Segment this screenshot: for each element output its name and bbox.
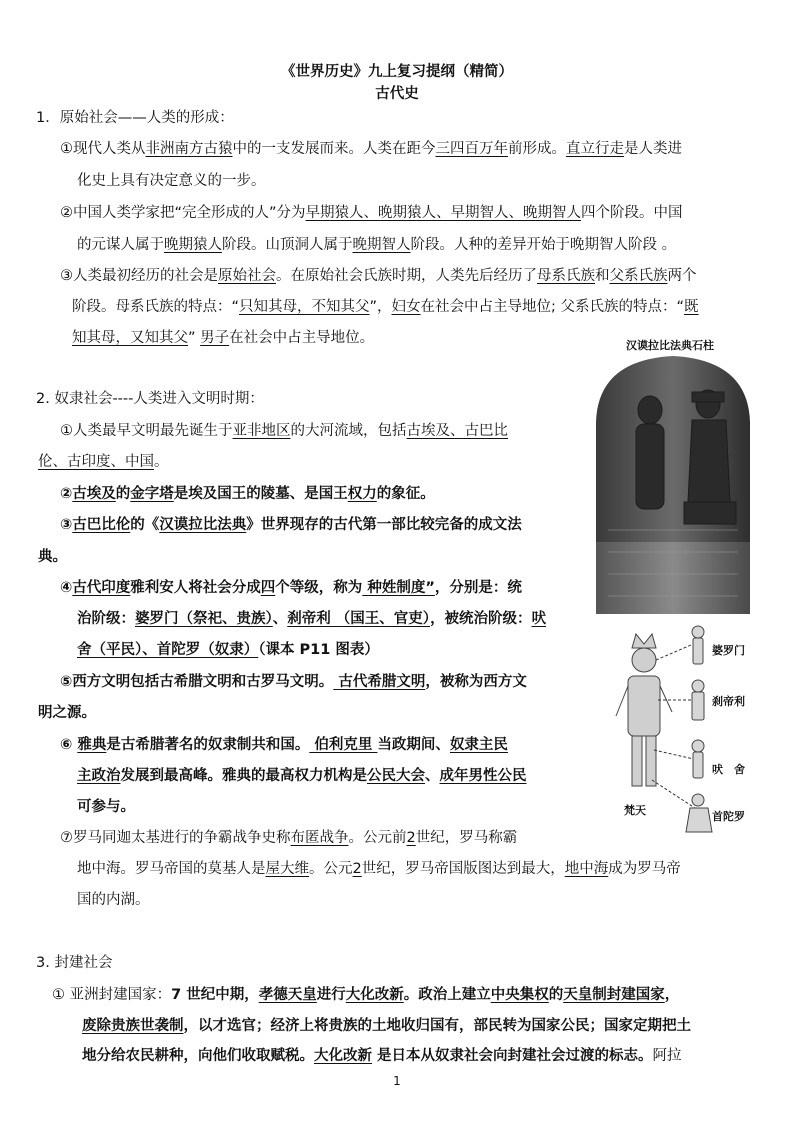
s2-paragraph-1-line-2 bbox=[38, 452, 169, 472]
underlined-term: 吠 bbox=[531, 611, 547, 627]
text: 。政治上建立 bbox=[403, 987, 491, 1003]
text: 是日本从奴隶社会向封建社会过渡的标志。 bbox=[372, 1048, 653, 1064]
underlined-term: 只知其母，不知其父 bbox=[239, 299, 370, 315]
text: ”， bbox=[369, 299, 392, 315]
underlined-term: 四 bbox=[260, 580, 276, 596]
text: 的《 bbox=[130, 517, 160, 533]
underlined-term: 古巴比伦 bbox=[72, 517, 131, 533]
underlined-term: 雅典 bbox=[77, 737, 107, 753]
page-number: 1 bbox=[393, 1074, 401, 1088]
underlined-term: 三四百万年 bbox=[435, 141, 508, 157]
text: 是古希腊著名的奴隶制共和国。 bbox=[106, 737, 310, 753]
document-title: 《世界历史》九上复习提纲（精简） bbox=[281, 64, 513, 80]
text: 阶段。山顶洞人属于 bbox=[222, 237, 353, 253]
s2-paragraph-3-line-2: 典。 bbox=[38, 549, 67, 565]
text: 的大河流域，包括 bbox=[290, 423, 407, 439]
underlined-term: 晚期猿人 bbox=[164, 237, 222, 253]
caste-label-brahmin: 婆罗门 bbox=[712, 644, 745, 657]
s1-paragraph-3-line-1 bbox=[60, 266, 697, 286]
text: 前形成。 bbox=[508, 141, 566, 157]
underlined-term: 伦、古印度、中国 bbox=[38, 454, 154, 470]
document-subtitle: 古代史 bbox=[375, 86, 419, 102]
underlined-term: 舍（平民）、首陀罗（奴隶） bbox=[77, 642, 259, 658]
text: ，分别是：统 bbox=[434, 580, 522, 596]
s2-paragraph-4-line-2 bbox=[77, 609, 546, 629]
text: ，被统治阶级： bbox=[430, 611, 532, 627]
underlined-term: 大化改新 bbox=[345, 987, 404, 1003]
text: 地分给农民耕种，向他们收取赋税。 bbox=[82, 1048, 314, 1064]
s2-paragraph-4-line-3 bbox=[77, 640, 379, 660]
underlined-term: 成年男性公民 bbox=[439, 768, 527, 784]
underlined-term: 地中海 bbox=[564, 861, 609, 877]
underlined-term: 古埃及 bbox=[72, 486, 116, 502]
text: ③人类最初经历的社会是 bbox=[60, 268, 218, 284]
underlined-term: 亚非地区 bbox=[232, 423, 291, 439]
text: 成为罗马帝 bbox=[608, 861, 681, 877]
underlined-term: 婆罗门（祭祀、贵族） bbox=[135, 611, 273, 627]
underlined-term: 主政治 bbox=[77, 768, 121, 784]
text: 阿拉 bbox=[652, 1048, 682, 1064]
text: ，以才选官；经济上将贵族的土地收归国有，部民转为国家公民；国家定期把土 bbox=[183, 1018, 691, 1034]
stele-illustration bbox=[588, 352, 758, 614]
underlined-term: 孝德天皇 bbox=[258, 987, 317, 1003]
s1-paragraph-3-line-3 bbox=[72, 328, 374, 348]
underlined-term: 2 bbox=[352, 861, 362, 877]
s3-paragraph-1-line-2 bbox=[82, 1016, 691, 1036]
caste-label-kshatriya: 刹帝利 bbox=[712, 695, 745, 708]
text: ② bbox=[60, 486, 73, 502]
text: 。在原始社会氏族时期，人类先后经历了 bbox=[276, 268, 537, 284]
text: 和 bbox=[595, 268, 610, 284]
underlined-term: 屋大维 bbox=[265, 861, 309, 877]
text: ⑦罗马同迦太基进行的争霸战争史称 bbox=[60, 830, 291, 846]
underlined-term: 原始社会 bbox=[218, 268, 276, 284]
text: 两个 bbox=[667, 268, 697, 284]
underlined-term: 布匿战争 bbox=[290, 830, 349, 846]
text: ① 亚洲封建国家： bbox=[52, 987, 172, 1003]
text: 发展到最高峰。雅典的最高权力机构是 bbox=[120, 768, 367, 784]
text: ①人类最早文明最先诞生于 bbox=[60, 423, 233, 439]
underlined-term: 古埃及、古巴比 bbox=[406, 423, 508, 439]
s2-paragraph-7-line-2 bbox=[77, 859, 681, 879]
text: （课本 P11 图表） bbox=[258, 642, 379, 658]
s3-paragraph-1-line-3 bbox=[82, 1046, 682, 1066]
section-3-heading: 3. 封建社会 bbox=[36, 955, 113, 971]
text: ③ bbox=[60, 517, 73, 533]
text: 阶段。人种的差异开始于晚期智人阶段 。 bbox=[410, 237, 677, 253]
underlined-term: 金字塔 bbox=[130, 486, 174, 502]
hammurabi-stele-image bbox=[588, 352, 758, 614]
underlined-term: 大化改新 bbox=[314, 1048, 372, 1064]
underlined-term: 既 bbox=[684, 299, 699, 315]
underlined-term: 天皇制封建国家 bbox=[563, 987, 665, 1003]
text: ⑤西方文明包括古希腊文明和古罗马文明。 bbox=[60, 674, 334, 690]
s2-paragraph-2 bbox=[60, 484, 435, 504]
underlined-term: 非洲南方古猿 bbox=[145, 141, 233, 157]
underlined-term: 汉谟拉比法典 bbox=[159, 517, 247, 533]
underlined-term: 晚期智人 bbox=[352, 237, 411, 253]
underlined-term: 奴隶主民 bbox=[449, 737, 508, 753]
underlined-term: 知其母，又知其父 bbox=[72, 330, 188, 346]
underlined-term: 废除贵族世袭制 bbox=[82, 1018, 184, 1034]
text: 在社会中占主导地位; 父系氏族的特点：“ bbox=[420, 299, 685, 315]
text: 的元谋人属于 bbox=[77, 237, 164, 253]
text: 治阶级： bbox=[77, 611, 135, 627]
text: ②中国人类学家把“完全形成的人”分为 bbox=[60, 205, 306, 221]
figure-1-caption: 汉谟拉比法典石柱 bbox=[626, 339, 714, 352]
s1-paragraph-3-line-2 bbox=[72, 297, 699, 317]
text: ①现代人类从 bbox=[60, 141, 146, 157]
s1-paragraph-1-line-1 bbox=[60, 139, 682, 159]
underlined-term: 2 bbox=[406, 830, 416, 846]
text: 阶段。母系氏族的特点：“ bbox=[72, 299, 240, 315]
text: 地中海。罗马帝国的莫基人是 bbox=[77, 861, 266, 877]
underlined-term: 伯利克里 bbox=[309, 737, 378, 753]
god-label-brahma: 梵天 bbox=[624, 804, 646, 817]
text: ⑥ bbox=[60, 737, 78, 753]
underlined-term: 古代希腊文明 bbox=[333, 674, 426, 690]
text: 7 世纪中期， bbox=[171, 987, 259, 1003]
s2-paragraph-7-line-3: 国的内湖。 bbox=[77, 892, 150, 908]
text: 的 bbox=[548, 987, 564, 1003]
s2-paragraph-5-line-1 bbox=[60, 672, 527, 692]
s2-paragraph-6-line-1 bbox=[60, 735, 508, 755]
underlined-term: 权力 bbox=[347, 486, 377, 502]
text: 中的一支发展而来。人类在距今 bbox=[232, 141, 436, 157]
underlined-term: 公民大会 bbox=[367, 768, 425, 784]
s2-paragraph-3-line-1 bbox=[60, 515, 522, 535]
text: 的 bbox=[115, 486, 131, 502]
underlined-term: 早期猿人、晚期猿人、早期智人、晚期智人 bbox=[305, 205, 582, 221]
text: 在社会中占主导地位。 bbox=[229, 330, 375, 346]
underlined-term: 直立行走 bbox=[566, 141, 624, 157]
s1-paragraph-2-line-1 bbox=[60, 203, 683, 223]
text: ，被称为西方文 bbox=[425, 674, 527, 690]
s2-paragraph-5-line-2: 明之源。 bbox=[38, 705, 96, 721]
s3-paragraph-1-line-1 bbox=[52, 985, 679, 1005]
underlined-term: 妇女 bbox=[391, 299, 421, 315]
text: 。 bbox=[154, 454, 169, 470]
text: 是人类进 bbox=[624, 141, 682, 157]
text: 是埃及国王的陵墓、是国王 bbox=[173, 486, 348, 502]
text: 进行 bbox=[316, 987, 346, 1003]
s1-paragraph-2-line-2 bbox=[77, 235, 676, 255]
s2-paragraph-1-line-1 bbox=[60, 421, 508, 441]
caste-label-shudra: 首陀罗 bbox=[712, 810, 745, 823]
section-2-heading: 2. 奴隶社会----人类进入文明时期： bbox=[36, 391, 264, 407]
s2-paragraph-4-line-1 bbox=[60, 578, 522, 598]
text: 个等级，称为 bbox=[275, 580, 363, 596]
underlined-term: 男子 bbox=[200, 330, 230, 346]
section-1-heading: 1．原始社会——人类的形成： bbox=[36, 110, 234, 126]
text: 。公元前 bbox=[348, 830, 407, 846]
text: ④ bbox=[60, 580, 73, 596]
text: 当政期间、 bbox=[377, 737, 450, 753]
s2-paragraph-6-line-2 bbox=[77, 766, 527, 786]
text: 的象征。 bbox=[376, 486, 435, 502]
text: 、 bbox=[272, 611, 288, 627]
text: 世纪，罗马称霸 bbox=[415, 830, 518, 846]
text: 四个阶段。中国 bbox=[581, 205, 683, 221]
s2-paragraph-6-line-3: 可参与。 bbox=[77, 799, 135, 815]
s1-paragraph-1-line-2: 化史上具有决定意义的一步。 bbox=[77, 173, 266, 189]
underlined-term: 刹帝利 （国王、官吏） bbox=[287, 611, 431, 627]
underlined-term: 古代印度 bbox=[72, 580, 131, 596]
text: 、 bbox=[425, 768, 440, 784]
underlined-term: 种姓制度” bbox=[362, 580, 435, 596]
underlined-term: 中央集权 bbox=[490, 987, 549, 1003]
underlined-term: 母系氏族 bbox=[537, 268, 595, 284]
text: 雅利安人将社会分成 bbox=[130, 580, 261, 596]
text: ， bbox=[664, 987, 680, 1003]
text: 》世界现存的古代第一部比较完备的成文法 bbox=[246, 517, 522, 533]
caste-label-vaishya: 吠 舍 bbox=[712, 763, 745, 776]
text: 。公元 bbox=[309, 861, 353, 877]
underlined-term: 父系氏族 bbox=[609, 268, 668, 284]
text: 世纪，罗马帝国版图达到最大， bbox=[361, 861, 565, 877]
s2-paragraph-7-line-1 bbox=[60, 828, 517, 848]
text: ” bbox=[188, 330, 201, 346]
